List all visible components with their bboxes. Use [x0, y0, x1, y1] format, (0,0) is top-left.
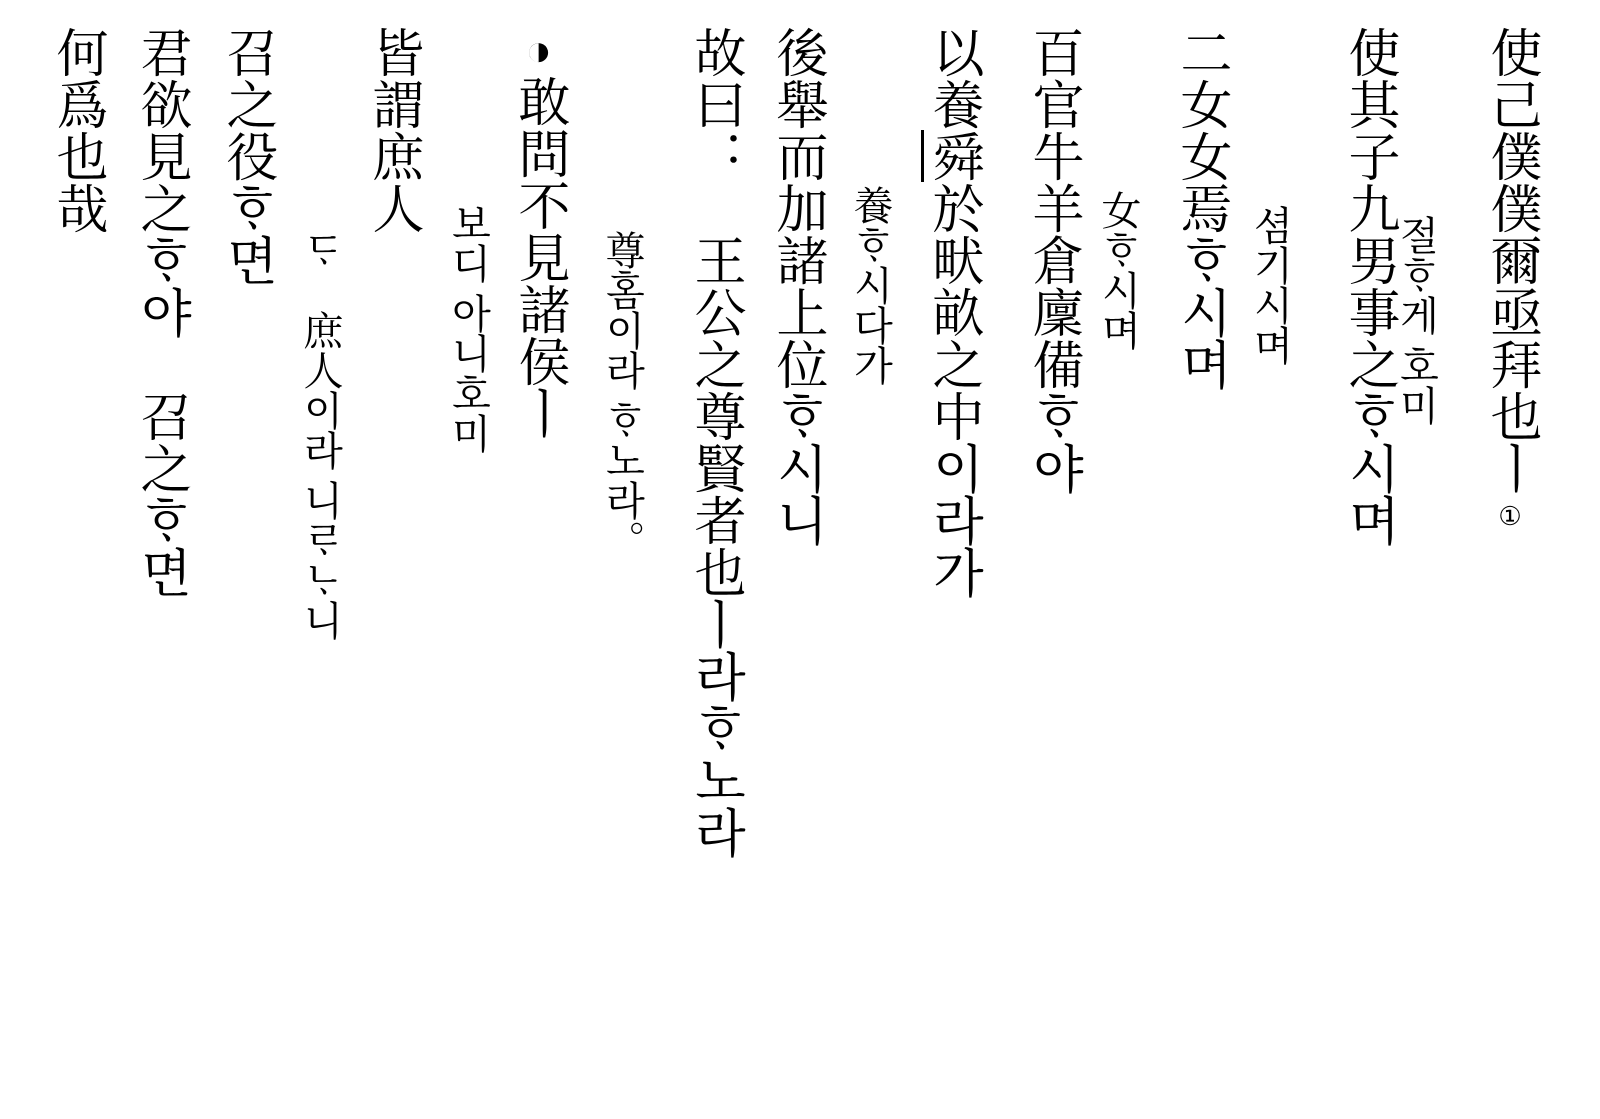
main-column-5: [924, 26, 981, 1111]
main-text: 敢問不見諸侯ㅣ: [510, 75, 567, 439]
main-column-9: 皆謂庶人: [364, 26, 421, 234]
main-column-12: 何爲也哉: [48, 26, 105, 234]
main-text: 使己僕僕爾亟拜也ㅣ: [1482, 26, 1539, 494]
main-column-1: [1482, 26, 1539, 1111]
vertical-text-block: [48, 26, 1539, 1111]
gloss-column-8: 보디 아니호미: [446, 203, 491, 453]
main-column-11: 君欲見之ᄒᆞ야 召之ᄒᆞ면: [132, 26, 189, 598]
gloss-column-9: ᄃᆞ 庶人이라 니ᄅᆞᄂᆞ니: [298, 230, 343, 640]
gloss-column-7: 尊홈이라 ᄒᆞ노라。: [600, 230, 645, 560]
main-column-10: 召之役ᄒᆞ면: [218, 26, 275, 286]
main-column-3: 二女女焉ᄒᆞ시며: [1172, 26, 1229, 390]
gloss-column-2: 셤기시며: [1248, 205, 1293, 365]
footnote-1-marker: ①: [1496, 502, 1525, 532]
main-column-7: 故曰： 王公之尊賢者也ㅣ라ᄒᆞ노라: [686, 26, 743, 858]
main-text: 於畎畝之中이라가: [924, 182, 981, 598]
proper-noun-marker: 舜: [921, 130, 981, 182]
main-column-6: 後舉而加諸上位ᄒᆞ시니: [768, 26, 825, 546]
main-column-2: 使其子九男事之ᄒᆞ시며: [1340, 26, 1397, 546]
section-marker-icon: ◑: [514, 26, 563, 75]
main-text: 以養: [924, 26, 981, 130]
main-column-4: 百官牛羊倉廩備ᄒᆞ야: [1024, 26, 1081, 494]
main-column-8: [510, 26, 567, 1111]
gloss-column-5: 養ᄒᆞ시다가: [848, 185, 893, 385]
gloss-column-3: 女ᄒᆞ시며: [1096, 190, 1141, 350]
gloss-column-1: 절ᄒᆞ게 호미: [1394, 215, 1439, 425]
